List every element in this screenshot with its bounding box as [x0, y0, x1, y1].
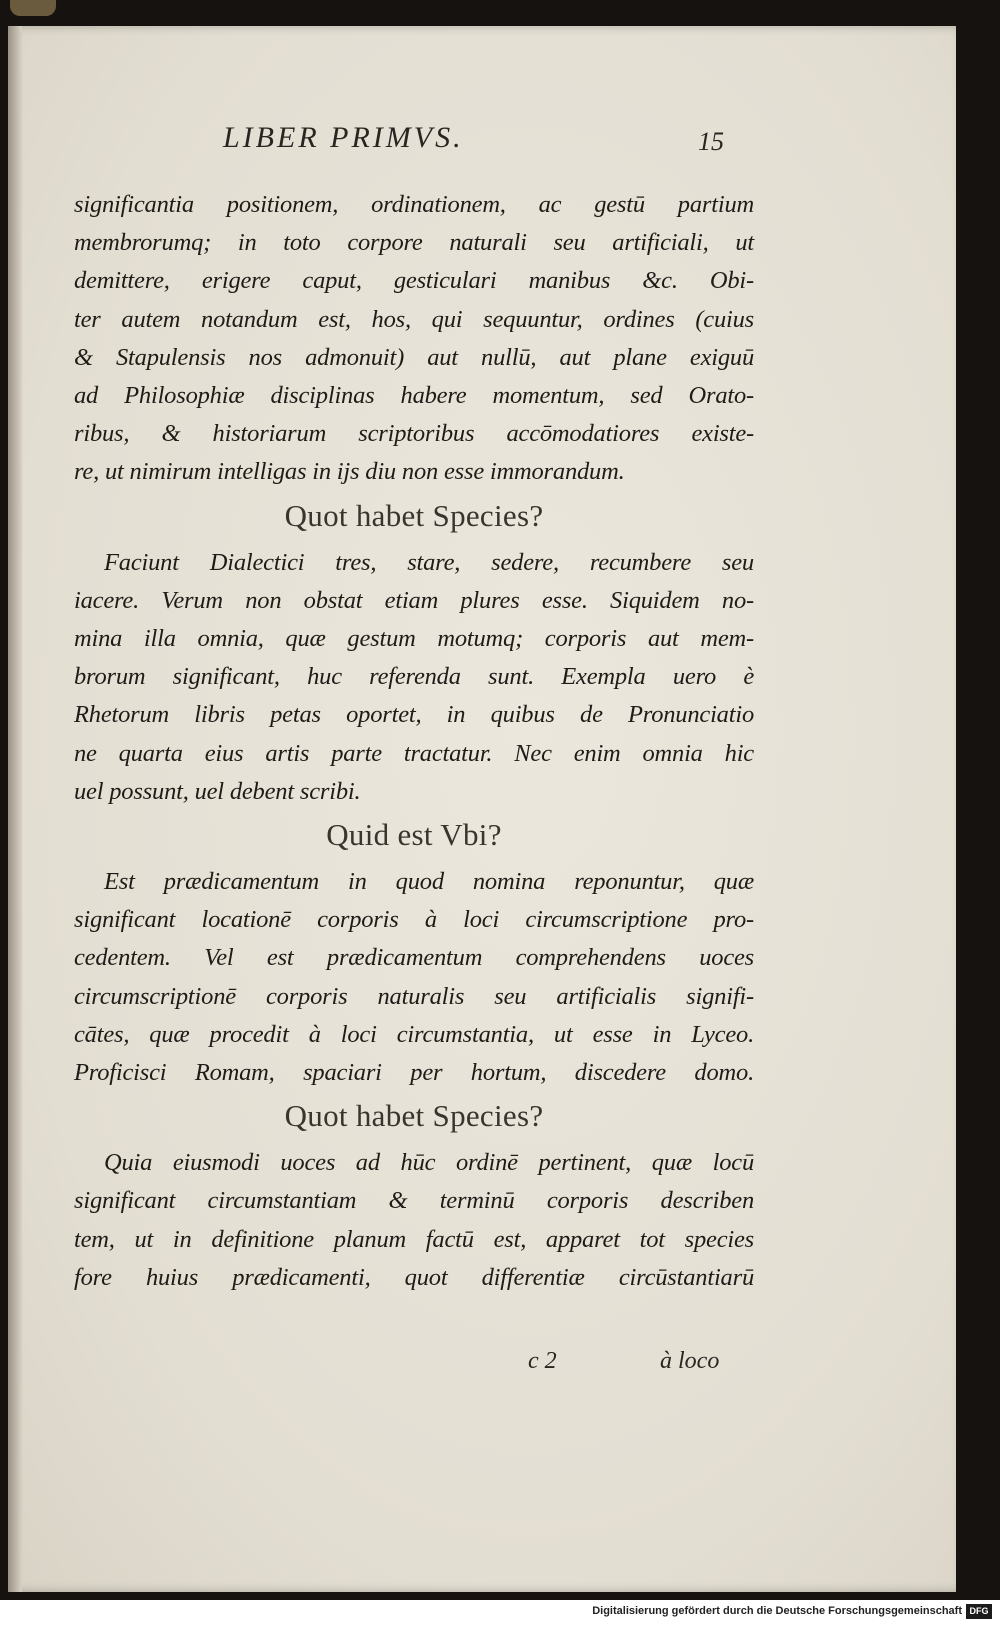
text-line: re, ut nimirum intelligas in ijs diu non esse immorandum. [74, 458, 625, 486]
dfg-logo: DFG [966, 1604, 992, 1619]
text-block [74, 186, 754, 1297]
text-line: ad Philosophiæ disciplinas habere momentum, sed Orato- [74, 382, 754, 410]
section-heading: Quid est Vbi? [326, 817, 502, 853]
digitization-credit: Digitalisierung gefördert durch die Deutsche Forschungsgemeinschaft [592, 1605, 962, 1617]
text-line: mina illa omnia, quæ gestum motumq; corporis aut mem- [74, 625, 754, 653]
text-line: Faciunt Dialectici tres, stare, sedere, recumbere seu [104, 548, 754, 576]
text-line: uel possunt, uel debent scribi. [74, 777, 361, 805]
text-line: Est prædicamentum in quod nomina reponuntur, quæ [104, 868, 754, 896]
digitization-footer [0, 1600, 1000, 1626]
paragraph [74, 1144, 754, 1297]
text-line: ne quarta eius artis parte tractatur. Nec enim omnia hic [74, 739, 754, 767]
page-header [8, 121, 956, 161]
text-line: ribus, & historiarum scriptoribus accōmodatiores existe- [74, 420, 754, 448]
signature-mark: c 2 [528, 1348, 557, 1374]
paragraph [74, 544, 754, 811]
text-line: Proficisci Romam, spaciari per hortum, discedere domo. [74, 1059, 754, 1087]
paragraph-continuation [74, 186, 754, 492]
text-line: demittere, erigere caput, gesticulari manibus &c. Obi- [74, 267, 754, 295]
text-line: significant locationē corporis à loci circumscriptione pro- [74, 906, 754, 934]
text-line: circumscriptionē corporis naturalis seu artificialis signifi- [74, 982, 754, 1010]
section-heading: Quot habet Species? [284, 1098, 544, 1134]
text-line: brorum significant, huc referenda sunt. Exempla uero è [74, 663, 754, 691]
text-line: membrorumq; in toto corpore naturali seu artificiali, ut [74, 229, 754, 257]
page-gutter-shadow [8, 26, 22, 1592]
folio-number: 15 [698, 127, 724, 156]
text-line: tem, ut in definitione planum factū est, apparet tot species [74, 1225, 754, 1253]
text-line: cedentem. Vel est prædicamentum comprehendens uoces [74, 944, 754, 972]
text-line: cātes, quæ procedit à loci circumstantia, ut esse in Lyceo. [74, 1020, 754, 1048]
text-line: Rhetorum libris petas oportet, in quibus de Pronunciatio [74, 701, 754, 729]
section-heading: Quot habet Species? [284, 497, 544, 533]
text-line: iacere. Verum non obstat etiam plures esse. Siquidem no- [74, 586, 754, 614]
text-line: & Stapulensis nos admonuit) aut nullū, aut plane exiguū [74, 343, 754, 371]
text-line: Quia eiusmodi uoces ad hūc ordinē pertinent, quæ locū [104, 1149, 754, 1177]
scan-corner-mark [10, 0, 56, 16]
text-line: significant circumstantiam & terminū corporis describen [74, 1187, 754, 1215]
book-page [8, 26, 956, 1592]
text-line: fore huius prædicamenti, quot differentiæ circūstantiarū [74, 1263, 754, 1291]
running-head: LIBER PRIMVS. [223, 121, 464, 154]
catchword: à loco [660, 1348, 720, 1374]
paragraph [74, 863, 754, 1092]
text-line: significantia positionem, ordinationem, ac gestū partium [74, 191, 754, 218]
text-line: ter autem notandum est, hos, qui sequuntur, ordines (cuius [74, 305, 754, 333]
